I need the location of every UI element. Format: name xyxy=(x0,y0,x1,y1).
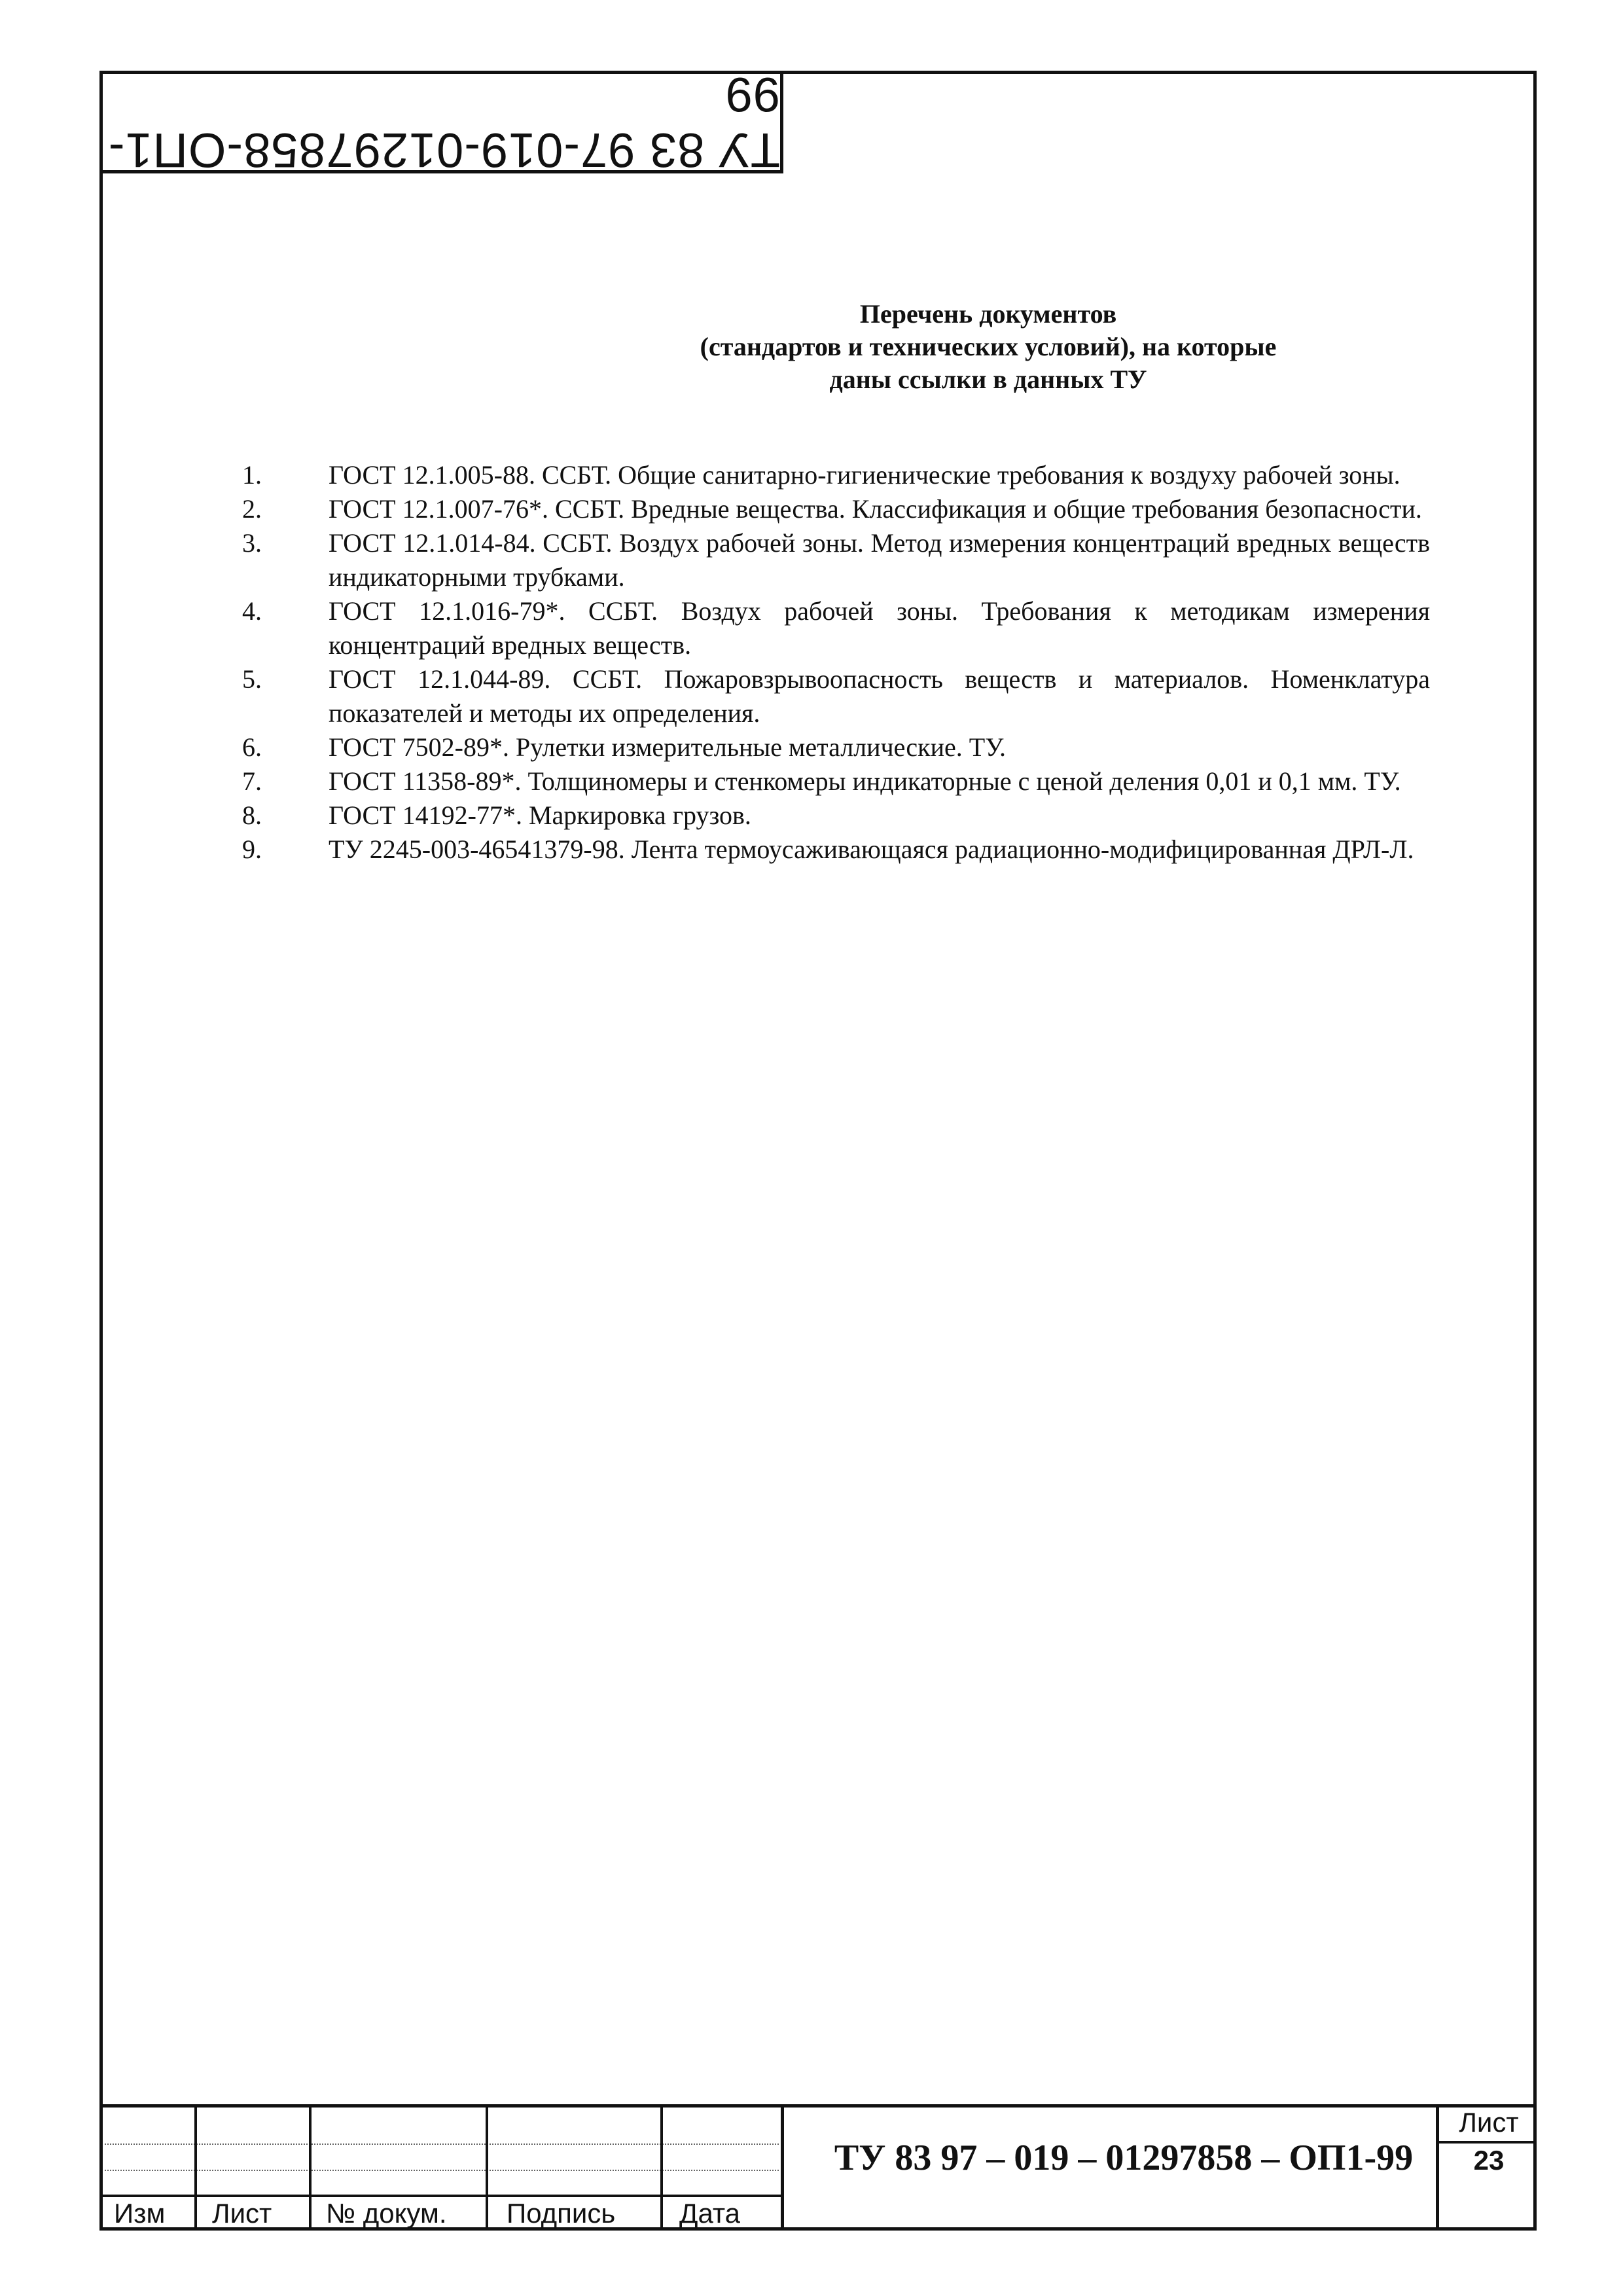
stamp-col-doc-number: № докум. xyxy=(326,2198,447,2229)
header-code-box xyxy=(99,67,783,177)
stamp-column-divider xyxy=(194,2104,197,2231)
item-number: 7. xyxy=(242,766,262,796)
list-item xyxy=(242,798,1430,833)
stamp-col-signature: Подпись xyxy=(507,2198,616,2229)
item-number: 2. xyxy=(242,494,262,524)
stamp-col-date: Дата xyxy=(679,2198,741,2229)
item-text: ГОСТ 12.1.014-84. ССБТ. Воздух рабочей зоны. Метод измерения концентраций вредных веществ индикаторными трубками. xyxy=(329,528,1430,592)
item-number: 5. xyxy=(242,664,262,694)
list-item xyxy=(242,662,1430,730)
header-code: ТУ 83 97-019-01297858-ОП1-99 xyxy=(107,67,780,177)
item-number: 3. xyxy=(242,528,262,558)
stamp-sheet-number: 23 xyxy=(1473,2145,1505,2176)
item-text: ТУ 2245-003-46541379-98. Лента термоусаживающаяся радиационно-модифицированная ДРЛ-Л. xyxy=(329,834,1414,864)
title-block xyxy=(99,2104,1537,2231)
item-number: 8. xyxy=(242,800,262,830)
stamp-top-border xyxy=(99,2104,1537,2108)
heading-line-2: (стандартов и технических условий), на которые xyxy=(700,332,1277,361)
list-item xyxy=(242,833,1430,867)
stamp-empty-row xyxy=(105,2170,779,2171)
item-text: ГОСТ 12.1.005-88. ССБТ. Общие санитарно-гигиенические требования к воздуху рабочей зоны. xyxy=(329,460,1400,490)
stamp-column-divider xyxy=(486,2104,488,2231)
item-text: ГОСТ 11358-89*. Толщиномеры и стенкомеры индикаторные с ценой деления 0,01 и 0,1 мм. ТУ. xyxy=(329,766,1401,796)
document-heading xyxy=(393,298,1584,396)
item-number: 1. xyxy=(242,460,262,490)
item-text: ГОСТ 12.1.016-79*. ССБТ. Воздух рабочей зоны. Требования к методикам измерения концентраций вредных веществ. xyxy=(329,596,1430,660)
item-number: 6. xyxy=(242,732,262,762)
stamp-col-sheet: Лист xyxy=(212,2198,272,2229)
item-text: ГОСТ 14192-77*. Маркировка грузов. xyxy=(329,800,751,830)
list-item xyxy=(242,594,1430,662)
stamp-col-change: Изм xyxy=(114,2198,166,2229)
stamp-column-divider xyxy=(309,2104,312,2231)
stamp-document-code: ТУ 83 97 – 019 – 01297858 – ОП1-99 xyxy=(834,2138,1414,2178)
list-item xyxy=(242,458,1430,492)
heading-line-1: Перечень документов xyxy=(859,299,1117,329)
stamp-sheet-label: Лист xyxy=(1459,2107,1519,2138)
list-item xyxy=(242,730,1430,764)
stamp-column-divider xyxy=(660,2104,663,2231)
item-number: 9. xyxy=(242,834,262,864)
stamp-column-divider xyxy=(781,2104,784,2231)
item-text: ГОСТ 7502-89*. Рулетки измерительные металлические. ТУ. xyxy=(329,732,1006,762)
list-item xyxy=(242,492,1430,526)
list-item xyxy=(242,764,1430,798)
stamp-empty-row xyxy=(105,2144,779,2145)
heading-line-3: даны ссылки в данных ТУ xyxy=(829,365,1147,394)
item-text: ГОСТ 12.1.007-76*. ССБТ. Вредные вещества. Классификация и общие требования безопасности. xyxy=(329,494,1422,524)
item-text: ГОСТ 12.1.044-89. ССБТ. Пожаровзрывоопасность веществ и материалов. Номенклатура показателей и методы их определения. xyxy=(329,664,1430,728)
list-item xyxy=(242,526,1430,594)
item-number: 4. xyxy=(242,596,262,626)
document-list xyxy=(242,458,1430,867)
